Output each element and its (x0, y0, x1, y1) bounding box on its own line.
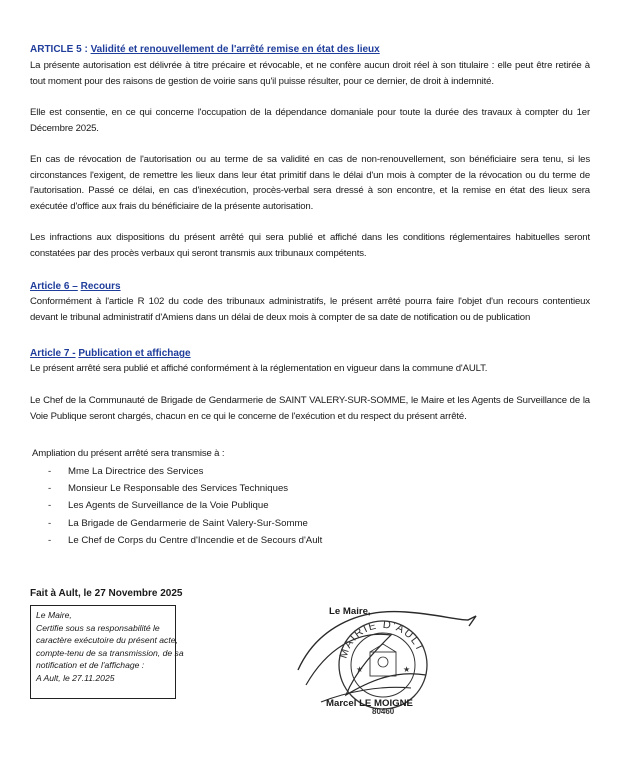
article-6-heading (30, 281, 121, 292)
certification-line: A Ault, le 27.11.2025 (36, 672, 115, 683)
article-5-paragraph-1: La présente autorisation est délivrée à titre précaire et révocable, et ne confère aucun droit réel à son titulaire : elle peut être retirée à tout moment pour des raisons de gestion de voirie sans qu'il puisse résulter, pour ce dernier, de droit à indemnité. (30, 60, 590, 87)
signatory-name: Marcel LE MOIGNE (326, 698, 413, 709)
stamp-star-icon: ★ (403, 665, 411, 674)
article-5-heading (30, 44, 380, 55)
certification-line: notification et de l'affichage : (36, 660, 145, 670)
recipients-list (48, 463, 322, 549)
article-5-title: Validité et renouvellement de l'arrêté remise en état des lieux (90, 44, 380, 55)
certification-line: Le Maire, (36, 610, 72, 620)
recipient-item: - Le Chef de Corps du Centre d'Incendie et de Secours d'Ault (48, 532, 322, 549)
stamp-text: MAIRIE D'AULT (337, 618, 427, 660)
stamp-star-icon: ★ (356, 665, 364, 674)
article-6-text: Conformément à l'article R 102 du code des tribunaux administratifs, le présent arrêté pourra faire l'objet d'un recours contentieux devant le tribunal administratif d'Amiens dans un délai de deux mois à compter de sa date de notification ou de publication (30, 296, 590, 323)
recipient-item: - Mme La Directrice des Services (48, 463, 322, 480)
stamp-emblem-icon (370, 652, 396, 676)
recipient-item: - Les Agents de Surveillance de la Voie Publique (48, 497, 322, 514)
article-7-label: Article 7 - (30, 348, 76, 359)
stamp-code: 80460 (372, 707, 395, 716)
certification-line: Certifie sous sa responsabilité le (36, 622, 160, 633)
article-7-text-2: Le Chef de la Communauté de Brigade de Gendarmerie de SAINT VALERY-SUR-SOMME, le Maire et les Agents de Surveillance de la Voie Publique seront chargés, chacun en ce qui le concerne de l'exécution et du respect du présent arrêté. (30, 395, 590, 422)
article-5-paragraph-4: Les infractions aux dispositions du présent arrêté qui sera publié et affiché dans les conditions réglementaires habituelles seront constatées par des procès verbaux qui seront transmis aux tribunaux compétents. (30, 232, 590, 259)
certification-box (30, 605, 184, 699)
article-6-title: Recours (80, 281, 121, 292)
certification-line: caractère exécutoire du présent acte, (36, 635, 178, 645)
article-5-paragraph-2: Elle est consentie, en ce qui concerne l'occupation de la dépendance domaniale pour toute la durée des travaux à compter du 1er Décembre 2025. (30, 107, 590, 134)
article-7-heading (30, 348, 191, 359)
done-at-line: Fait à Ault, le 27 Novembre 2025 (30, 588, 183, 599)
recipient-item: - La Brigade de Gendarmerie de Saint Valery-Sur-Somme (48, 515, 322, 532)
recipient-item: - Monsieur Le Responsable des Services Techniques (48, 480, 322, 497)
ampliation-intro: Ampliation du présent arrêté sera transmise à : (32, 448, 225, 459)
article-7-text: Le présent arrêté sera publié et affiché conformément à la réglementation en vigueur dans la commune d'AULT. (30, 363, 488, 374)
certification-line: compte-tenu de sa transmission, de sa (36, 647, 184, 658)
article-5-paragraph-3: En cas de révocation de l'autorisation ou au terme de sa validité en cas de non-renouvellement, son bénéficiaire sera tenu, si les circonstances l'exigent, de remettre les lieux dans leur état primitif dans le délai d'un mois à compter de la révocation ou du terme de l'autorisation. Passé ce délai, en cas d'inexécution, procès-verbal sera dressé à son encontre, et la remise en état des lieux sera exécutée d'office aux frais du bénéficiaire de la présente autorisation. (30, 154, 590, 212)
article-7-title: Publication et affichage (78, 348, 191, 359)
signatory-title: Le Maire, (329, 606, 371, 617)
article-5-label: ARTICLE 5 : (30, 44, 88, 55)
article-6-label: Article 6 – (30, 281, 78, 292)
